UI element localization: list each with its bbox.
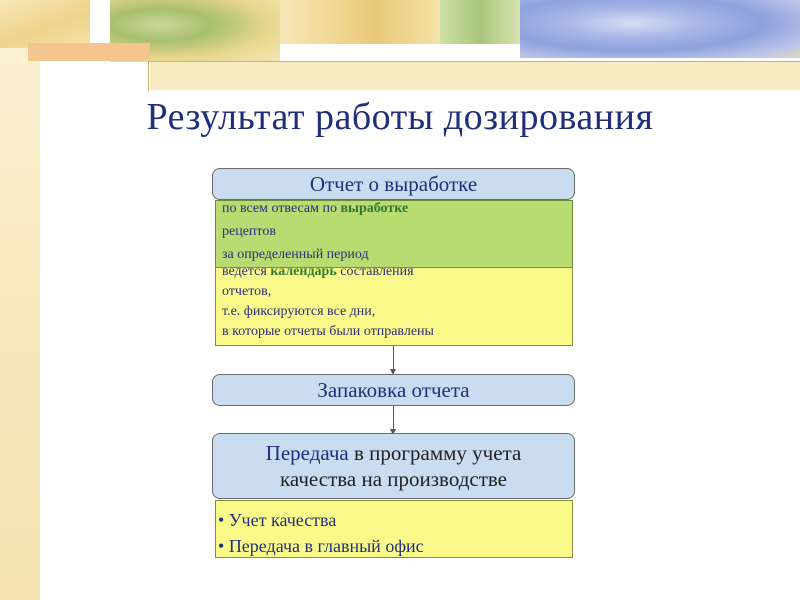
slide-title: Результат работы дозирования	[146, 96, 654, 138]
list-item-text: Передача в главный офис	[228, 536, 424, 556]
calendar-details-box	[215, 267, 573, 346]
list-item-text: Учет качества	[228, 510, 337, 530]
calendar-details-line-2: отчетов,	[222, 284, 272, 299]
output-details-line-3: за определенный период	[222, 247, 369, 262]
banner-photo-3	[280, 0, 440, 44]
output-details-highlight: выработке	[340, 201, 409, 216]
banner-photo-flowers	[520, 0, 800, 58]
output-details-line-2: рецептов	[222, 224, 276, 239]
calendar-details-text: ведется	[222, 267, 271, 279]
decorative-yellow-bar	[150, 62, 800, 90]
calendar-details-line-1	[222, 267, 566, 282]
decorative-rule-horizontal	[148, 61, 800, 62]
output-details-line-1	[222, 200, 566, 220]
list-item: • Учет качества	[218, 510, 337, 530]
calendar-details-line-3: т.е. фиксируются все дни,	[222, 304, 376, 319]
transfer-text: в программу учета	[348, 441, 522, 465]
pack-report-box	[212, 374, 575, 406]
report-output-box	[212, 168, 575, 200]
report-output-label: Отчет о выработке	[309, 171, 478, 196]
pack-report-label: Запаковка отчета	[317, 377, 470, 402]
output-details-box	[215, 200, 573, 268]
list-item: • Передача в главный офис	[218, 536, 424, 556]
decorative-orange-bar	[28, 43, 150, 61]
banner-photo-4	[440, 0, 520, 44]
transfer-highlight: Передача	[265, 441, 349, 465]
decorative-rule-vertical	[148, 61, 149, 91]
calendar-details-highlight: календарь	[270, 267, 337, 279]
flow-arrow-2	[393, 406, 394, 432]
calendar-details-line-4: в которые отчеты были отправлены	[222, 324, 434, 339]
transfer-line-1	[266, 440, 522, 466]
calendar-details-text-post: составления	[336, 267, 414, 279]
flow-arrow-1	[393, 346, 394, 372]
output-details-text: по всем отвесам по	[222, 201, 341, 216]
transfer-line-2: качества на производстве	[279, 467, 508, 491]
banner-photo-1	[0, 0, 90, 48]
transfer-box	[212, 433, 575, 499]
bullet-list-box	[215, 500, 573, 558]
